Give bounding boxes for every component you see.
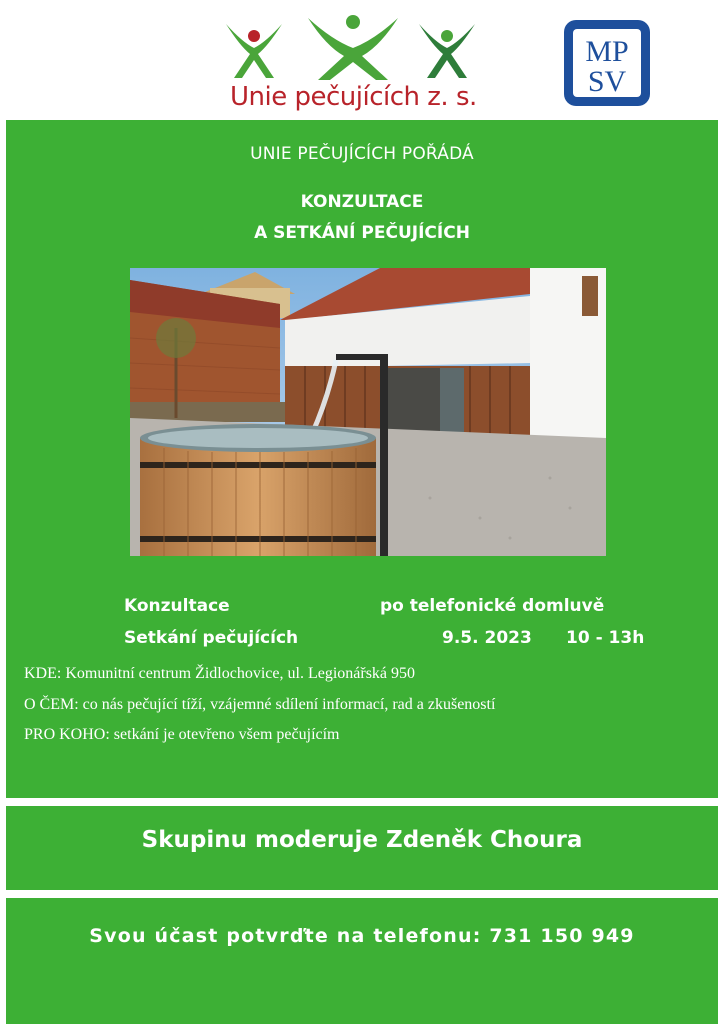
pre-title: UNIE PEČUJÍCÍCH POŘÁDÁ (250, 144, 474, 164)
contact-panel (6, 898, 718, 1024)
schedule-consult-label: Konzultace (124, 596, 230, 616)
schedule-meeting-date: 9.5. 2023 (442, 628, 532, 648)
moderator-panel (6, 806, 718, 890)
info-for-whom-key: PRO KOHO: (24, 726, 110, 743)
moderator-text: Skupinu moderuje Zdeněk Choura (141, 827, 583, 853)
info-where-key: KDE: (24, 665, 62, 682)
unie-figures-icon (222, 12, 484, 82)
main-panel (6, 120, 718, 798)
header (0, 0, 724, 120)
info-about-key: O ČEM: (24, 696, 79, 713)
info-for-whom-value: setkání je otevřeno všem pečujícím (109, 726, 340, 743)
mpsv-logo-line1: MP (585, 35, 629, 68)
unie-logo (222, 12, 484, 112)
unie-logo-text: Unie pečujících z. s. (230, 82, 477, 112)
info-about-value: co nás pečující tíží, vzájemné sdílení informací, rad a zkušeností (78, 696, 496, 713)
title-line1: KONZULTACE (300, 192, 424, 212)
info-about (24, 696, 495, 714)
title-line2: A SETKÁNÍ PEČUJÍCÍCH (254, 223, 470, 243)
schedule-meeting-label: Setkání pečujících (124, 628, 299, 648)
contact-phone-text: Svou účast potvrďte na telefonu: 731 150 949 (89, 925, 635, 947)
info-for-whom (24, 726, 340, 744)
mpsv-logo (562, 18, 652, 108)
info-where (24, 665, 415, 683)
schedule-meeting-time: 10 - 13h (566, 628, 645, 648)
schedule-consult-detail: po telefonické domluvě (380, 596, 605, 616)
info-where-value: Komunitní centrum Židlochovice, ul. Legionářská 950 (61, 665, 416, 682)
community-centre-photo (130, 268, 606, 556)
mpsv-logo-line2: SV (587, 65, 627, 98)
